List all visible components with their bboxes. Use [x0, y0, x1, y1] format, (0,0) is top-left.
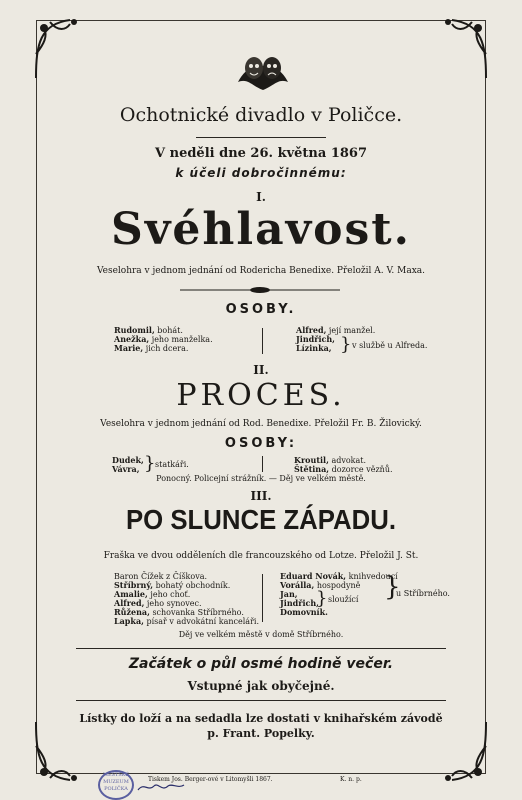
cast-entry: Jindřich, [296, 334, 335, 344]
cast-entry: Marie, jich dcera. [114, 343, 189, 353]
cast-entry: Kroutil, advokat. [294, 455, 367, 465]
play2-number: II. [253, 363, 269, 377]
purpose-line: k účeli dobročinnému: [175, 166, 347, 180]
brace: } [316, 588, 328, 609]
corner-ornament-top-left [30, 14, 100, 84]
cast-entry: Rudomil, bohát. [114, 325, 183, 335]
theatre-masks-emblem [234, 52, 292, 92]
divider [196, 137, 326, 138]
play2-group-note: statkáři. [155, 460, 189, 469]
divider [76, 700, 446, 701]
cast-entry: Dudek, [112, 455, 144, 465]
brace: } [144, 453, 156, 474]
column-divider [262, 456, 263, 472]
tickets-line-1: Lístky do loží a na sedadla lze dostati v knihařském závodě [79, 712, 443, 725]
play3-title: PO SLUNCE ZÁPADU. [125, 504, 397, 535]
catalog-mark: K. n. p. [340, 776, 362, 783]
cast-entry: Alfred, jeho synovec. [114, 598, 202, 608]
play1-subtitle: Veselohra v jednom jednání od Rodericha Benedixe. Přeložil A. V. Maxa. [96, 266, 426, 276]
play2-extra: Ponocný. Policejní strážník. — Děj ve velkém městě. [156, 474, 366, 483]
column-divider [262, 574, 263, 622]
play1-cast-left [114, 326, 213, 353]
corner-ornament-top-right [422, 14, 492, 84]
cast-entry: Jan, [280, 589, 298, 599]
start-time: Začátek o půl osmé hodině večer. [128, 656, 394, 672]
play3-number: III. [250, 489, 272, 503]
cast-entry: Lízinka, [296, 343, 332, 353]
play2-cast-right [294, 456, 393, 474]
play2-cast-heading: OSOBY: [224, 436, 298, 451]
brace: } [340, 334, 352, 355]
tickets-line-2: p. Frant. Popelky. [207, 727, 315, 740]
printer-note: Tiskem Jos. Berger-ové v Litomyšli 1867. [148, 776, 273, 783]
play1-title: Svéhlavost. [111, 204, 411, 255]
cast-entry: Amalie, jeho choť. [114, 589, 191, 599]
theatre-name: Ochotnické divadlo v Poličce. [119, 104, 403, 126]
cast-entry: Lapka, písař v advokátní kanceláři. [114, 616, 260, 626]
entry-price: Vstupné jak obyčejné. [187, 679, 335, 693]
column-divider [262, 328, 263, 354]
cast-entry: Jindřich, [280, 598, 319, 608]
cast-entry: Vorálla, hospodyně [280, 580, 361, 590]
cast-entry: Domovník. [280, 607, 328, 617]
play3-cast-left [114, 572, 259, 626]
cast-entry: Vávra, [112, 464, 140, 474]
play3-group-note: sloužící [328, 595, 359, 604]
cast-entry: Stříbrný, bohatý obchodník. [114, 580, 231, 590]
cast-entry: Baron Čížek z Číškova. [114, 572, 208, 581]
divider [76, 648, 446, 649]
cast-entry: Růžena, schovanka Stříbrného. [114, 607, 244, 617]
cast-entry: Alfred, její manžel. [296, 325, 376, 335]
play3-setting: Děj ve velkém městě v domě Stříbrného. [178, 630, 344, 639]
play2-cast-left [112, 456, 144, 474]
flourish-divider [180, 286, 340, 294]
brace: } [384, 572, 401, 602]
play2-subtitle: Veselohra v jednom jednání od Rod. Benedixe. Přeložil Fr. B. Žilovický. [100, 419, 422, 429]
handwritten-signature [136, 780, 186, 794]
cast-entry: Eduard Novák, knihvedoucí [280, 571, 398, 581]
play3-group-note-2: u Stříbrného. [396, 589, 450, 598]
play1-cast-heading: OSOBY. [225, 302, 297, 317]
cast-entry: Štětina, dozorce vězňů. [294, 464, 393, 474]
play1-number: I. [256, 190, 266, 204]
play2-title: PROCES. [176, 378, 346, 413]
cast-entry: Anežka, jeho manželka. [114, 334, 213, 344]
play1-group-note: v službě u Alfreda. [352, 341, 428, 350]
performance-date: V neděli dne 26. května 1867 [155, 146, 367, 161]
play3-subtitle: Fraška ve dvou odděleních dle francouzského od Lotze. Přeložil J. St. [103, 551, 419, 561]
museum-stamp: MĚSTSKÉ MUZEUM POLIČKA [98, 770, 134, 800]
